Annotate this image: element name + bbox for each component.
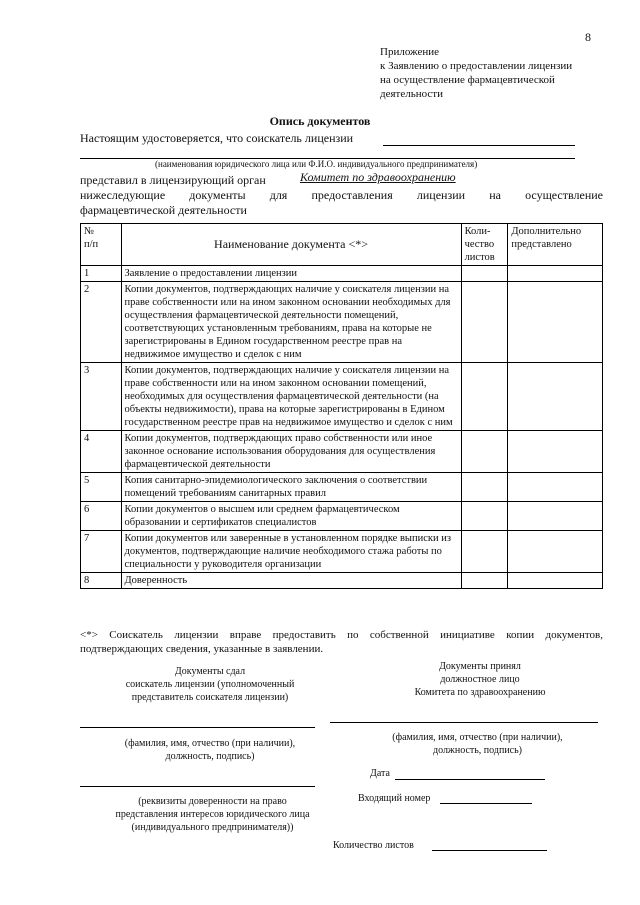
proxy-caption-3: (индивидуального предпринимателя)) bbox=[131, 822, 294, 833]
certify-text: Настоящим удостоверяется, что соискатель лицензии bbox=[80, 131, 354, 145]
row-number: 2 bbox=[81, 282, 122, 363]
table-row bbox=[81, 266, 603, 282]
receiver-caption bbox=[355, 731, 600, 757]
received-by-label: Документы принял bbox=[439, 661, 521, 672]
row-extra-cell[interactable] bbox=[508, 531, 603, 573]
page-number: 8 bbox=[585, 30, 591, 44]
row-number: 7 bbox=[81, 531, 122, 573]
receiver-caption-1: (фамилия, имя, отчество (при наличии), bbox=[392, 732, 563, 743]
header-name: Наименование документа <*> bbox=[121, 224, 461, 266]
applicant-name-line[interactable] bbox=[383, 145, 575, 146]
proxy-caption bbox=[80, 795, 345, 834]
row-sheets-cell[interactable] bbox=[461, 502, 508, 531]
authority-field[interactable]: Комитет по здравоохранению bbox=[300, 170, 456, 184]
row-number: 6 bbox=[81, 502, 122, 531]
table-row bbox=[81, 363, 603, 431]
footnote: <*> Соискатель лицензии вправе предоставить по собственной инициативе копии документов, подтверждающих сведения, указанные в заявлении. bbox=[80, 629, 603, 655]
row-number: 8 bbox=[81, 573, 122, 589]
row-extra-cell[interactable] bbox=[508, 266, 603, 282]
documents-intro-2: фармацевтической деятельности bbox=[80, 203, 247, 217]
submitted-by-block bbox=[95, 665, 325, 704]
header-extra: Дополнительно представлено bbox=[508, 224, 603, 266]
table-row bbox=[81, 573, 603, 589]
row-sheets-cell[interactable] bbox=[461, 431, 508, 473]
row-sheets-cell[interactable] bbox=[461, 473, 508, 502]
documents-intro: нижеследующие документы для предоставления лицензии на осуществление bbox=[80, 188, 603, 202]
row-extra-cell[interactable] bbox=[508, 282, 603, 363]
sheets-count-label: Количество листов bbox=[333, 840, 414, 851]
received-by-block bbox=[375, 660, 585, 699]
submitted-by-label: Документы сдал bbox=[174, 666, 246, 677]
row-extra-cell[interactable] bbox=[508, 473, 603, 502]
submitted-by-role-2: представитель соискателя лицензии) bbox=[131, 692, 289, 703]
row-document: Копия санитарно-эпидемиологического заключения о соответствии помещений требованиям санитарных правил bbox=[121, 473, 461, 502]
row-extra-cell[interactable] bbox=[508, 502, 603, 531]
row-sheets-cell[interactable] bbox=[461, 282, 508, 363]
submitted-by-role: соискатель лицензии (уполномоченный bbox=[125, 679, 295, 690]
sheets-count-field[interactable] bbox=[432, 850, 547, 851]
presented-text: представил в лицензирующий орган bbox=[80, 173, 266, 187]
table-row bbox=[81, 473, 603, 502]
row-document: Копии документов или заверенные в установленном порядке выписки из документов, подтверждающие наличие необходимого стажа работы по специальности у руководителя организации bbox=[121, 531, 461, 573]
proxy-caption-1: (реквизиты доверенности на право bbox=[138, 796, 287, 807]
submitter-signature-line[interactable] bbox=[80, 727, 315, 728]
received-by-role-2: Комитета по здравоохранению bbox=[414, 687, 546, 698]
row-document: Заявление о предоставлении лицензии bbox=[121, 266, 461, 282]
row-sheets-cell[interactable] bbox=[461, 573, 508, 589]
table-row bbox=[81, 531, 603, 573]
row-sheets-cell[interactable] bbox=[461, 266, 508, 282]
row-document: Копии документов о высшем или среднем фармацевтическом образовании и сертификатов специалистов bbox=[121, 502, 461, 531]
submitter-caption bbox=[80, 737, 340, 763]
row-document: Доверенность bbox=[121, 573, 461, 589]
incoming-number-field[interactable] bbox=[440, 803, 532, 804]
receiver-signature-line[interactable] bbox=[330, 722, 598, 723]
applicant-caption: (наименования юридического лица или Ф.И.О. индивидуального предпринимателя) bbox=[155, 159, 478, 169]
appendix-line: на осуществление фармацевтической bbox=[380, 74, 555, 86]
appendix-line: деятельности bbox=[380, 88, 443, 100]
received-by-role: должностное лицо bbox=[440, 674, 520, 685]
submitter-caption-1: (фамилия, имя, отчество (при наличии), bbox=[124, 738, 296, 749]
date-field[interactable] bbox=[395, 779, 545, 780]
table-row bbox=[81, 282, 603, 363]
row-extra-cell[interactable] bbox=[508, 431, 603, 473]
submitter-caption-2: должность, подпись) bbox=[165, 751, 255, 762]
documents-table bbox=[80, 223, 603, 589]
date-label: Дата bbox=[370, 768, 390, 779]
row-document: Копии документов, подтверждающих наличие у соискателя лицензии на праве собственности или на ином законном основании необходимых для осуществления фармацевтической деятельности помещений, соответствующих установленным требованиям, права на которые не зарегистрированы в Едином государственном реестре прав на недвижимое имущество и сделок с ним bbox=[121, 282, 461, 363]
incoming-number-label: Входящий номер bbox=[358, 793, 431, 804]
row-number: 4 bbox=[81, 431, 122, 473]
appendix-line: к Заявлению о предоставлении лицензии bbox=[380, 60, 573, 72]
table-header-row bbox=[81, 224, 603, 266]
row-number: 5 bbox=[81, 473, 122, 502]
row-number: 1 bbox=[81, 266, 122, 282]
table-row bbox=[81, 431, 603, 473]
row-document: Копии документов, подтверждающих право собственности или иное законное основание использования оборудования для осуществления фармацевтической деятельности bbox=[121, 431, 461, 473]
proxy-caption-2: представления интересов юридического лица bbox=[115, 809, 310, 820]
row-extra-cell[interactable] bbox=[508, 573, 603, 589]
row-document: Копии документов, подтверждающих наличие у соискателя лицензии на праве собственности или на ином законном основании помещений, необходимых для осуществления фармацевтической деятельности (на объекты недвижимости), права на которые зарегистрированы в Едином государственном реестре прав на недвижимое имущество и сделок с ним bbox=[121, 363, 461, 431]
proxy-details-line[interactable] bbox=[80, 786, 315, 787]
table-row bbox=[81, 502, 603, 531]
row-sheets-cell[interactable] bbox=[461, 363, 508, 431]
header-count: Коли- чество листов bbox=[461, 224, 508, 266]
page-title: Опись документов bbox=[269, 114, 371, 128]
appendix-note bbox=[380, 45, 610, 101]
receiver-caption-2: должность, подпись) bbox=[432, 745, 522, 756]
row-number: 3 bbox=[81, 363, 122, 431]
header-num: № п/п bbox=[81, 224, 122, 266]
row-sheets-cell[interactable] bbox=[461, 531, 508, 573]
row-extra-cell[interactable] bbox=[508, 363, 603, 431]
appendix-line: Приложение bbox=[380, 46, 440, 58]
